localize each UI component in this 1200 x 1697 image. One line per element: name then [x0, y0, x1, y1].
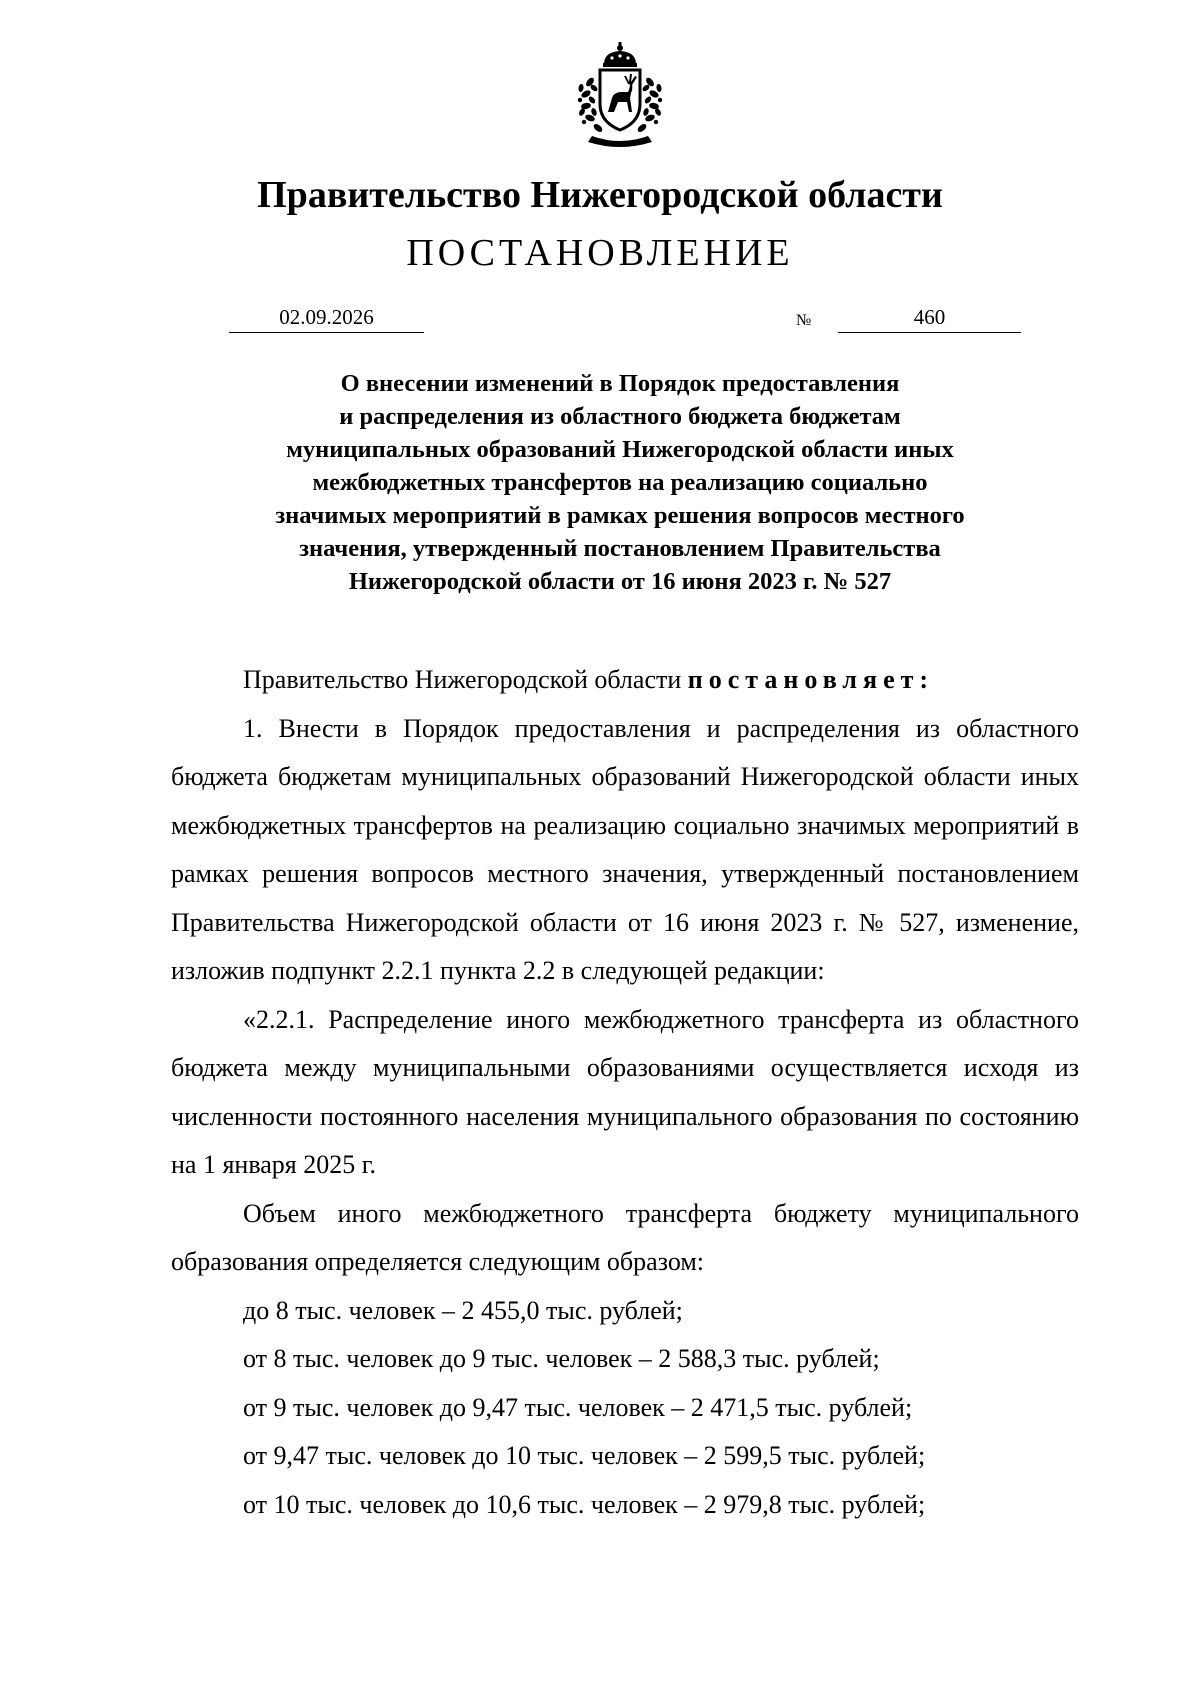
coat-of-arms-emblem	[568, 42, 672, 150]
tier-item: от 9,47 тыс. человек до 10 тыс. человек – 2 599,5 тыс. рублей;	[243, 1441, 926, 1470]
resolution-intro	[171, 656, 1079, 705]
tier-item: до 8 тыс. человек – 2 455,0 тыс. рублей;	[243, 1295, 683, 1325]
tier-item: от 8 тыс. человек до 9 тыс. человек – 2 588,3 тыс. рублей;	[243, 1344, 880, 1373]
tier-item: от 10 тыс. человек до 10,6 тыс. человек – 2 979,8 тыс. рублей;	[243, 1489, 926, 1519]
item-1-paragraph: 1. Внести в Порядок предоставления и распределения из областного бюджета бюджетам муниципальных образований Нижегородской области иных межбюджетных трансфертов на реализацию социально значимых мероприятий в рамках решения вопросов местного значения, утвержденный постановлением Правительства Нижегородской области от 16 июня 2023 г. № 527, изменение, изложив подпункт 2.2.1 пункта 2.2 в следующей редакции:	[171, 713, 1079, 985]
intro-text: Правительство Нижегородской области	[243, 665, 688, 694]
subject-line: межбюджетных трансфертов на реализацию социально	[312, 469, 928, 496]
subject-line: муниципальных образований Нижегородской области иных	[286, 436, 954, 463]
subject-line: О внесении изменений в Порядок предоставления	[340, 370, 900, 397]
government-title: Правительство Нижегородской области	[257, 174, 943, 216]
document-number: 460	[838, 302, 1021, 333]
tier-item: от 9 тыс. человек до 9,47 тыс. человек – 2 471,5 тыс. рублей;	[243, 1392, 913, 1422]
document-body	[171, 656, 1079, 1529]
subject-line: Нижегородской области от 16 июня 2023 г. № 527	[348, 568, 892, 595]
number-sign: №	[796, 312, 812, 329]
subject-line: и распределения из областного бюджета бюджетам	[339, 403, 901, 430]
subject-line: значения, утвержденный постановлением Правительства	[299, 535, 941, 562]
document-date: 02.09.2026	[229, 302, 424, 333]
resolves-word: постановляет:	[687, 665, 935, 694]
volume-paragraph: Объем иного межбюджетного трансферта бюджету муниципального образования определяется следующим образом:	[171, 1198, 1079, 1276]
document-subject	[200, 367, 1040, 598]
quoted-subpoint-paragraph: «2.2.1. Распределение иного межбюджетного трансферта из областного бюджета между муниципальными образованиями осуществляется исходя из численности постоянного населения муниципального образования по состоянию на 1 января 2025 г.	[171, 1004, 1079, 1179]
subject-line: значимых мероприятий в рамках решения вопросов местного	[275, 502, 965, 529]
document-type-heading: ПОСТАНОВЛЕНИЕ	[406, 232, 794, 274]
